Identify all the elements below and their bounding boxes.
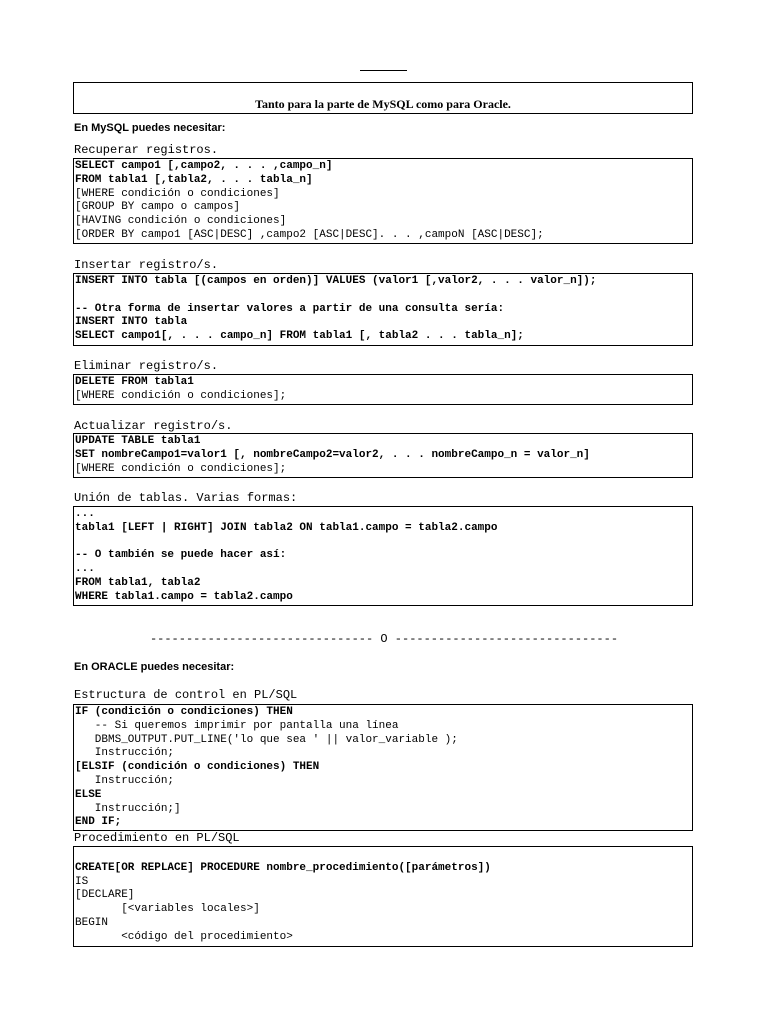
code-line: tabla1 [LEFT | RIGHT] JOIN tabla2 ON tabla1.campo = tabla2.campo (75, 521, 498, 534)
code-line: [WHERE condición o condiciones]; (75, 462, 287, 475)
code-line: SELECT campo1[, . . . campo_n] FROM tabla1 [, tabla2 . . . tabla_n]; (75, 330, 524, 343)
code-line: UPDATE TABLE tabla1 (75, 435, 201, 447)
code-line (75, 536, 692, 550)
code-line: Instrucción; (75, 747, 175, 760)
code-line: -- Si queremos imprimir por pantalla una línea (75, 719, 399, 732)
code-line: IF (condición o condiciones) THEN (75, 706, 293, 718)
code-line: [WHERE condición o condiciones]; (75, 389, 287, 402)
code-block-procedure (73, 846, 693, 947)
code-line: <código del procedimiento> (75, 930, 293, 943)
code-block-join (73, 506, 693, 606)
code-line: ELSE (75, 788, 102, 801)
code-line: ... (75, 508, 95, 520)
section-heading-plsql-control: Estructura de control en PL/SQL (74, 688, 298, 702)
code-line (75, 289, 692, 303)
section-heading-update: Actualizar registro/s. (74, 419, 233, 433)
code-line: [WHERE condición o condiciones] (75, 187, 280, 200)
code-line: SELECT campo1 [,campo2, . . . ,campo_n] (75, 160, 333, 172)
code-line: ... (75, 563, 95, 576)
code-line: [HAVING condición o condiciones] (75, 215, 287, 228)
code-line: IS (75, 875, 89, 888)
section-heading-insert: Insertar registro/s. (74, 258, 219, 272)
code-line: SET nombreCampo1=valor1 [, nombreCampo2=valor2, . . . nombreCampo_n = valor_n] (75, 448, 590, 461)
code-line: [<variables locales>] (75, 903, 260, 916)
code-line: INSERT INTO tabla (75, 316, 188, 329)
section-heading-select: Recuperar registros. (74, 143, 219, 157)
code-line: -- O también se puede hacer así: (75, 549, 287, 562)
code-block-select (73, 158, 693, 244)
mysql-intro: En MySQL puedes necesitar: (74, 122, 226, 134)
section-separator: ------------------------------- O ------------------------------- (149, 632, 619, 646)
section-heading-delete: Eliminar registro/s. (74, 359, 219, 373)
section-heading-join: Unión de tablas. Varias formas: (74, 491, 298, 505)
code-line: FROM tabla1, tabla2 (75, 576, 201, 589)
document-title: Tanto para la parte de MySQL como para Oracle. (255, 97, 511, 111)
oracle-intro: En ORACLE puedes necesitar: (74, 661, 235, 673)
code-line: DELETE FROM tabla1 (75, 376, 194, 388)
code-block-update (73, 433, 693, 478)
code-line: Instrucción; (75, 774, 175, 787)
code-line: FROM tabla1 [,tabla2, . . . tabla_n] (75, 173, 313, 186)
code-line: CREATE[OR REPLACE] PROCEDURE nombre_procedimiento([parámetros]) (75, 861, 491, 874)
code-line: DBMS_OUTPUT.PUT_LINE('lo que sea ' || valor_variable ); (75, 733, 458, 746)
code-line: BEGIN (75, 916, 109, 929)
section-heading-procedure: Procedimiento en PL/SQL (74, 831, 240, 845)
top-rule (360, 70, 407, 71)
code-line: Instrucción;] (75, 802, 181, 815)
code-line: END IF; (75, 816, 122, 829)
code-line: INSERT INTO tabla [(campos en orden)] VALUES (valor1 [,valor2, . . . valor_n]); (75, 275, 597, 287)
code-line (75, 848, 692, 862)
code-line: WHERE tabla1.campo = tabla2.campo (75, 590, 293, 603)
code-line: [ORDER BY campo1 [ASC|DESC] ,campo2 [ASC|DESC]. . . ,campoN [ASC|DESC]; (75, 228, 544, 241)
code-line: [DECLARE] (75, 889, 135, 902)
code-line: -- Otra forma de insertar valores a partir de una consulta sería: (75, 302, 505, 315)
code-block-plsql-control (73, 704, 693, 831)
code-line: [ELSIF (condición o condiciones) THEN (75, 761, 320, 774)
code-block-delete (73, 374, 693, 405)
title-box (73, 82, 693, 114)
code-block-insert (73, 273, 693, 346)
code-line: [GROUP BY campo o campos] (75, 201, 241, 214)
